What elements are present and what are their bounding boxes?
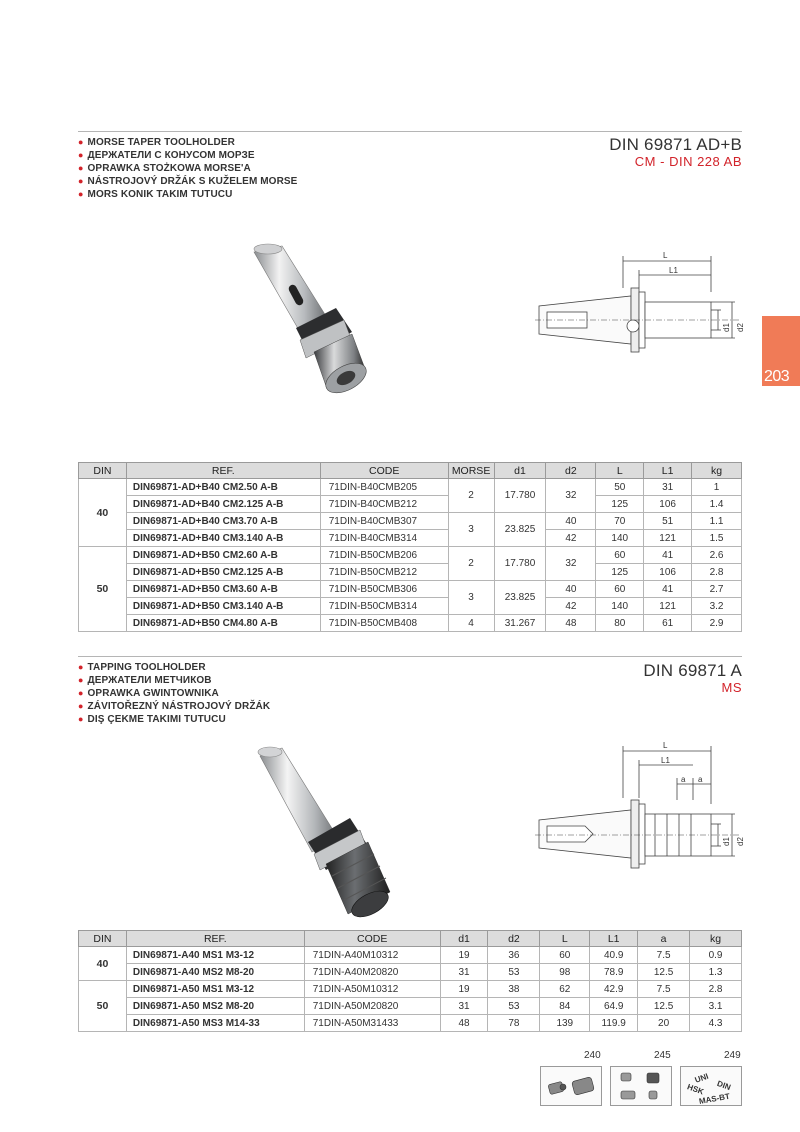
table-row	[79, 547, 742, 564]
din-cell: 50	[79, 981, 127, 1032]
d2-cell: 38	[488, 981, 540, 998]
bullet-item: ● OPRAWKA STOŻKOWA MORSE'A	[78, 163, 251, 174]
section1-title: DIN 69871 AD+B	[609, 135, 742, 154]
code-cell: 71DIN-B50CMB206	[320, 547, 448, 564]
ref-cell: DIN69871-A50 MS2 M8-20	[126, 998, 304, 1015]
col-header: L	[540, 931, 590, 947]
ref-cell: DIN69871-AD+B50 CM3.60 A-B	[126, 581, 320, 598]
morse-toolholder-table	[78, 462, 742, 632]
bullet-item: ● NÁSTROJOVÝ DRŽÁK S KUŽELEM MORSE	[78, 176, 298, 187]
dim-label-a: a	[698, 775, 703, 784]
kg-cell: 1.4	[692, 496, 742, 513]
bullet-item: ● MORS KONIK TAKIM TUTUCU	[78, 189, 233, 200]
dim-label-d1: d1	[722, 837, 731, 846]
page-ref-number: 249	[724, 1050, 741, 1061]
col-header: DIN	[79, 463, 127, 479]
kg-cell: 0.9	[690, 947, 742, 964]
col-header: kg	[690, 931, 742, 947]
standard-label: HSK	[685, 1082, 705, 1097]
d1-cell: 19	[440, 947, 488, 964]
d1-cell: 31	[440, 964, 488, 981]
ref-cell: DIN69871-AD+B50 CM3.140 A-B	[126, 598, 320, 615]
ref-cell: DIN69871-A40 MS1 M3-12	[126, 947, 304, 964]
code-cell: 71DIN-B50CMB314	[320, 598, 448, 615]
morse-cell: 2	[448, 479, 494, 513]
L-cell: 62	[540, 981, 590, 998]
page-ref-standards-link[interactable]	[680, 1066, 742, 1106]
ref-cell: DIN69871-AD+B50 CM2.125 A-B	[126, 564, 320, 581]
morse-cell: 4	[448, 615, 494, 632]
d1-cell: 17.780	[494, 479, 546, 513]
tapping-toolholder-table	[78, 930, 742, 1032]
ref-cell: DIN69871-AD+B40 CM3.70 A-B	[126, 513, 320, 530]
tapping-toolholder-drawing	[535, 738, 745, 888]
d2-cell: 32	[546, 547, 596, 581]
d2-cell: 42	[546, 530, 596, 547]
d1-cell: 17.780	[494, 547, 546, 581]
dim-label-L: L	[663, 741, 668, 750]
tap-collet-icon	[611, 1067, 673, 1107]
L-cell: 125	[596, 564, 644, 581]
dim-label-L1: L1	[661, 756, 670, 765]
section2-subtitle: MS	[721, 680, 742, 695]
standard-label: MAS-BT	[698, 1091, 731, 1107]
morse-cell: 3	[448, 513, 494, 547]
standards-badge-icon	[681, 1067, 743, 1107]
col-header: CODE	[304, 931, 440, 947]
L-cell: 80	[596, 615, 644, 632]
section2-title: DIN 69871 A	[643, 661, 742, 680]
kg-cell: 3.1	[690, 998, 742, 1015]
a-cell: 12.5	[638, 998, 690, 1015]
standard-label: UNI	[693, 1071, 710, 1085]
col-header: kg	[692, 463, 742, 479]
table-row	[79, 947, 742, 964]
d2-cell: 40	[546, 513, 596, 530]
L-cell: 60	[596, 581, 644, 598]
dim-label-d1: d1	[722, 323, 731, 332]
code-cell: 71DIN-B50CMB306	[320, 581, 448, 598]
L-cell: 70	[596, 513, 644, 530]
d1-cell: 48	[440, 1015, 488, 1032]
L1-cell: 41	[644, 547, 692, 564]
standard-label: DIN	[715, 1078, 732, 1093]
col-header: REF.	[126, 931, 304, 947]
ref-cell: DIN69871-A40 MS2 M8-20	[126, 964, 304, 981]
code-cell: 71DIN-A40M20820	[304, 964, 440, 981]
dim-label-a: a	[681, 775, 686, 784]
col-header: MORSE	[448, 463, 494, 479]
col-header: L	[596, 463, 644, 479]
a-cell: 7.5	[638, 981, 690, 998]
morse-toolholder-drawing	[535, 248, 745, 378]
kg-cell: 2.8	[692, 564, 742, 581]
kg-cell: 3.2	[692, 598, 742, 615]
code-cell: 71DIN-B40CMB205	[320, 479, 448, 496]
d2-cell: 36	[488, 947, 540, 964]
section2-bullet-list	[78, 661, 270, 726]
ref-cell: DIN69871-A50 MS3 M14-33	[126, 1015, 304, 1032]
collet-icon	[541, 1067, 603, 1107]
table-row	[79, 530, 742, 547]
L1-cell: 78.9	[590, 964, 638, 981]
section1-divider	[78, 131, 742, 132]
bullet-item: ● DIŞ ÇEKME TAKIMI TUTUCU	[78, 714, 226, 725]
col-header: L1	[590, 931, 638, 947]
L1-cell: 61	[644, 615, 692, 632]
ref-cell: DIN69871-AD+B40 CM2.50 A-B	[126, 479, 320, 496]
bullet-item: ● ДЕРЖАТЕЛИ С КОНУСОМ МОРЗЕ	[78, 150, 255, 161]
L-cell: 84	[540, 998, 590, 1015]
col-header: CODE	[320, 463, 448, 479]
col-header: d1	[494, 463, 546, 479]
L-cell: 125	[596, 496, 644, 513]
page-number: 203	[764, 368, 790, 385]
d2-cell: 42	[546, 598, 596, 615]
din-cell: 50	[79, 547, 127, 632]
kg-cell: 2.8	[690, 981, 742, 998]
bullet-item: ● ZÁVITOŘEZNÝ NÁSTROJOVÝ DRŽÁK	[78, 701, 271, 712]
L1-cell: 121	[644, 530, 692, 547]
din-cell: 40	[79, 947, 127, 981]
page-ref-collets-link[interactable]	[540, 1066, 602, 1106]
table-row	[79, 513, 742, 530]
bullet-item: ● TAPPING TOOLHOLDER	[78, 662, 206, 673]
L1-cell: 40.9	[590, 947, 638, 964]
section1-title-block	[609, 135, 742, 169]
ref-cell: DIN69871-AD+B50 CM4.80 A-B	[126, 615, 320, 632]
kg-cell: 4.3	[690, 1015, 742, 1032]
d2-cell: 53	[488, 998, 540, 1015]
d1-cell: 23.825	[494, 581, 546, 615]
code-cell: 71DIN-A50M31433	[304, 1015, 440, 1032]
table-row	[79, 564, 742, 581]
table-row	[79, 581, 742, 598]
L-cell: 139	[540, 1015, 590, 1032]
table-header-row	[79, 931, 742, 947]
kg-cell: 2.9	[692, 615, 742, 632]
kg-cell: 2.6	[692, 547, 742, 564]
table-row	[79, 981, 742, 998]
kg-cell: 2.7	[692, 581, 742, 598]
code-cell: 71DIN-B40CMB314	[320, 530, 448, 547]
kg-cell: 1.3	[690, 964, 742, 981]
section1-bullet-list	[78, 136, 297, 201]
bullet-item: ● OPRAWKA GWINTOWNIKA	[78, 688, 219, 699]
tapping-toolholder-photo	[252, 742, 412, 920]
L1-cell: 119.9	[590, 1015, 638, 1032]
col-header: L1	[644, 463, 692, 479]
table-row	[79, 998, 742, 1015]
col-header: DIN	[79, 931, 127, 947]
table-row	[79, 496, 742, 513]
L1-cell: 121	[644, 598, 692, 615]
d2-cell: 32	[546, 479, 596, 513]
d2-cell: 78	[488, 1015, 540, 1032]
d1-cell: 31.267	[494, 615, 546, 632]
page-ref-number: 245	[654, 1050, 671, 1061]
L1-cell: 64.9	[590, 998, 638, 1015]
L1-cell: 42.9	[590, 981, 638, 998]
L1-cell: 41	[644, 581, 692, 598]
L-cell: 60	[596, 547, 644, 564]
L-cell: 98	[540, 964, 590, 981]
dim-label-L: L	[663, 251, 668, 260]
col-header: d2	[546, 463, 596, 479]
L1-cell: 106	[644, 564, 692, 581]
din-cell: 40	[79, 479, 127, 547]
code-cell: 71DIN-A50M10312	[304, 981, 440, 998]
code-cell: 71DIN-B40CMB212	[320, 496, 448, 513]
kg-cell: 1	[692, 479, 742, 496]
a-cell: 12.5	[638, 964, 690, 981]
d1-cell: 19	[440, 981, 488, 998]
page-number-tab	[762, 316, 800, 386]
L1-cell: 31	[644, 479, 692, 496]
code-cell: 71DIN-B50CMB408	[320, 615, 448, 632]
ref-cell: DIN69871-AD+B40 CM2.125 A-B	[126, 496, 320, 513]
morse-toolholder-photo	[240, 240, 390, 410]
L1-cell: 106	[644, 496, 692, 513]
bullet-item: ● MORSE TAPER TOOLHOLDER	[78, 137, 235, 148]
code-cell: 71DIN-A40M10312	[304, 947, 440, 964]
page-ref-taps-link[interactable]	[610, 1066, 672, 1106]
related-pages	[540, 1050, 744, 1110]
section2-divider	[78, 656, 742, 657]
dim-label-d2: d2	[736, 323, 745, 332]
d1-cell: 31	[440, 998, 488, 1015]
a-cell: 7.5	[638, 947, 690, 964]
kg-cell: 1.1	[692, 513, 742, 530]
dim-label-L1: L1	[669, 266, 678, 275]
L-cell: 140	[596, 598, 644, 615]
table-row	[79, 615, 742, 632]
d2-cell: 40	[546, 581, 596, 598]
section2-title-block	[643, 661, 742, 695]
d2-cell: 48	[546, 615, 596, 632]
dim-label-d2: d2	[736, 837, 745, 846]
col-header: a	[638, 931, 690, 947]
ref-cell: DIN69871-AD+B40 CM3.140 A-B	[126, 530, 320, 547]
table-row	[79, 964, 742, 981]
col-header: d1	[440, 931, 488, 947]
table-row	[79, 479, 742, 496]
col-header: REF.	[126, 463, 320, 479]
ref-cell: DIN69871-AD+B50 CM2.60 A-B	[126, 547, 320, 564]
L-cell: 60	[540, 947, 590, 964]
code-cell: 71DIN-B50CMB212	[320, 564, 448, 581]
page-ref-number: 240	[584, 1050, 601, 1061]
ref-cell: DIN69871-A50 MS1 M3-12	[126, 981, 304, 998]
col-header: d2	[488, 931, 540, 947]
morse-cell: 3	[448, 581, 494, 615]
kg-cell: 1.5	[692, 530, 742, 547]
L1-cell: 51	[644, 513, 692, 530]
a-cell: 20	[638, 1015, 690, 1032]
table-row	[79, 1015, 742, 1032]
code-cell: 71DIN-B40CMB307	[320, 513, 448, 530]
morse-cell: 2	[448, 547, 494, 581]
code-cell: 71DIN-A50M20820	[304, 998, 440, 1015]
L-cell: 140	[596, 530, 644, 547]
d2-cell: 53	[488, 964, 540, 981]
L-cell: 50	[596, 479, 644, 496]
d1-cell: 23.825	[494, 513, 546, 547]
table-header-row	[79, 463, 742, 479]
bullet-item: ● ДЕРЖАТЕЛИ МЕТЧИКОВ	[78, 675, 212, 686]
table-row	[79, 598, 742, 615]
section1-subtitle: CM - DIN 228 AB	[634, 154, 742, 169]
